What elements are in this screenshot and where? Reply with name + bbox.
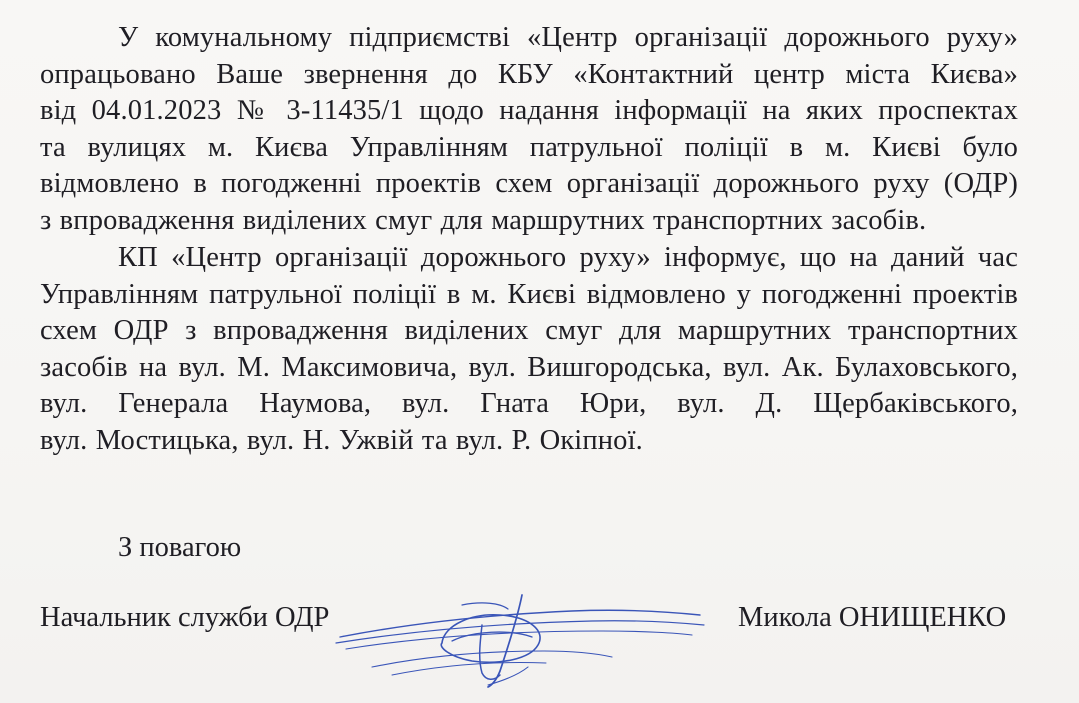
signatory-position: Начальник служби ОДР: [40, 602, 330, 633]
paragraph-2: [40, 240, 1018, 460]
paragraph-1: [40, 20, 1018, 240]
paragraph-2-line: КП «Центр організації дорожнього руху» інформує, що на даний час: [118, 242, 1018, 273]
paragraph-1-line: опрацьовано Ваше звернення до КБУ «Контактний центр міста Києва»: [40, 58, 1018, 90]
paragraph-2-line: схем ОДР з впровадження виділених смуг для маршрутних транспортних: [40, 315, 1018, 347]
paragraph-2-line: вул. Генерала Наумова, вул. Гната Юри, вул. Д. Щербаківського,: [40, 388, 1018, 420]
paragraph-1-line: з впровадження виділених смуг для маршрутних транспортних засобів.: [40, 204, 927, 236]
paragraph-1-line: та вулицях м. Києва Управлінням патрульної поліції в м. Києві було: [40, 131, 1018, 163]
paragraph-1-line: У комунальному підприємстві «Центр організації дорожнього руху»: [118, 22, 1018, 53]
paragraph-2-line: Управлінням патрульної поліції в м. Києві відмовлено у погодженні проектів: [40, 278, 1018, 310]
paragraph-1-line: відмовлено в погодженні проектів схем організації дорожнього руху (ОДР): [40, 168, 1018, 200]
handwritten-signature: [332, 585, 712, 695]
signatory-name: Микола ОНИЩЕНКО: [738, 602, 1007, 633]
paragraph-2-line: вул. Мостицька, вул. Н. Ужвій та вул. Р. Окіпної.: [40, 424, 643, 456]
closing-phrase: З повагою: [118, 532, 242, 563]
paragraph-2-line: засобів на вул. М. Максимовича, вул. Вишгородська, вул. Ак. Булаховського,: [40, 351, 1018, 383]
paragraph-1-line: від 04.01.2023 № 3-11435/1 щодо надання інформації на яких проспектах: [40, 95, 1018, 127]
